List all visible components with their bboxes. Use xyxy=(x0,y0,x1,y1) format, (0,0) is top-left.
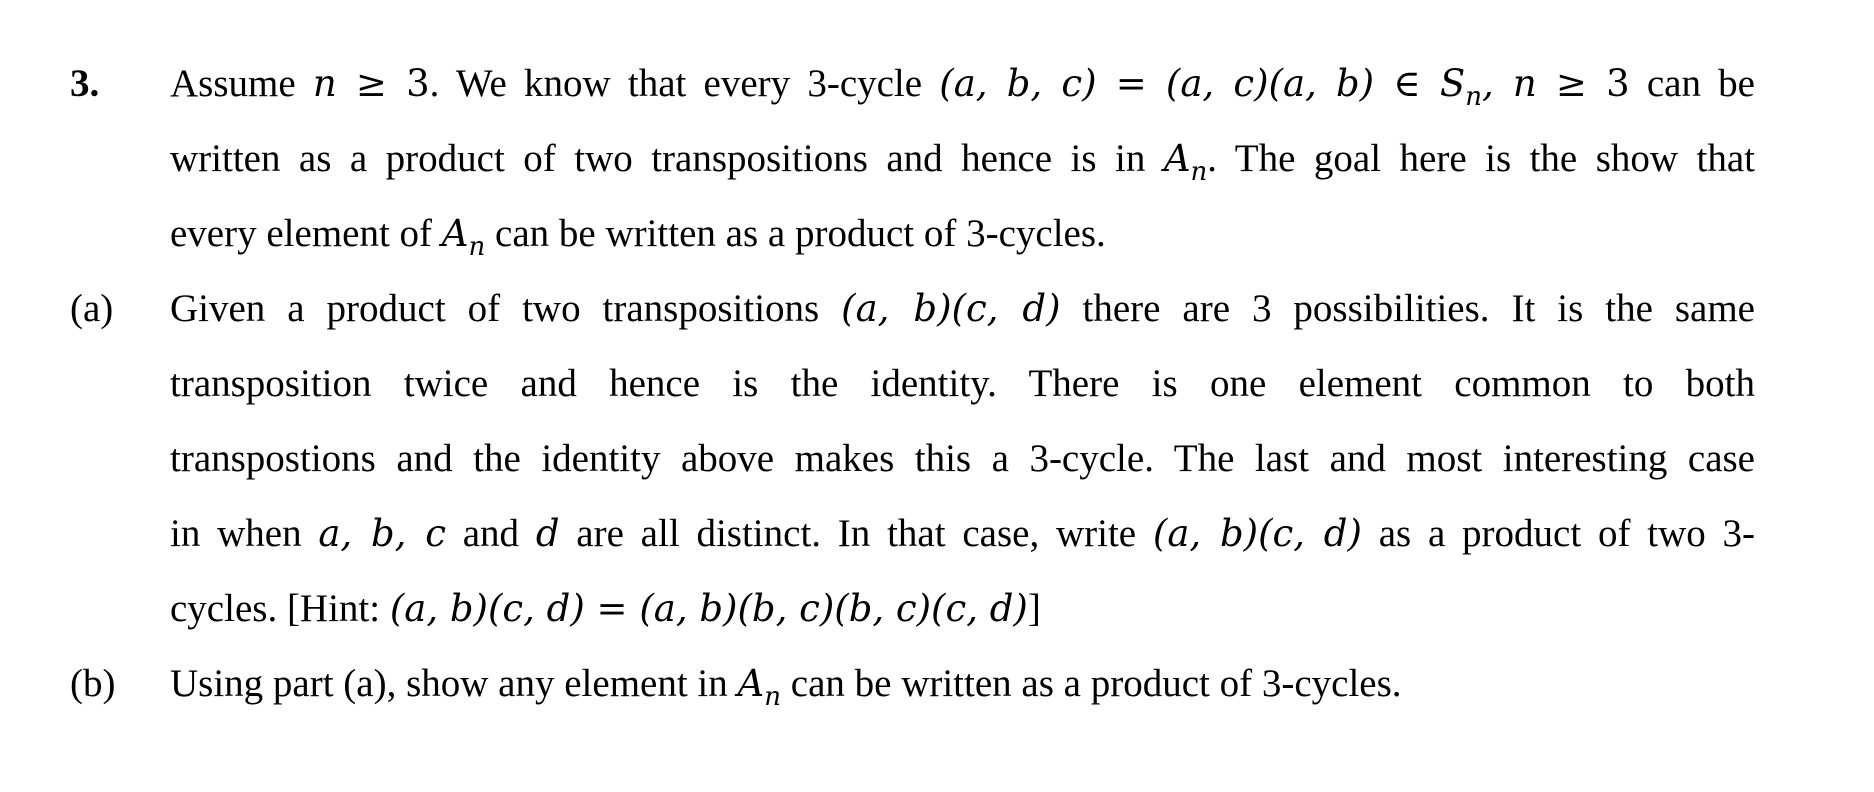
intro-line-2 xyxy=(170,134,1755,188)
math-three: 3 xyxy=(406,62,430,105)
text: . The goal here is the show that xyxy=(1207,137,1755,180)
text: are all distinct. In that case, write xyxy=(559,512,1153,555)
text: can be written as a product of 3-cycles. xyxy=(781,662,1402,705)
math-d: d xyxy=(535,512,560,555)
text: as a product of two 3- xyxy=(1361,512,1755,555)
math-three: 3 xyxy=(1606,62,1630,105)
math-alternating-group: A xyxy=(1163,137,1191,180)
part-a-line-4 xyxy=(170,509,1755,559)
text: written as a product of two transpositions and hence is in xyxy=(170,137,1164,180)
math-alternating-group: A xyxy=(441,212,469,255)
math-alternating-group: A xyxy=(737,662,765,705)
math-three-cycle: (a, b, c) = (a, c)(a, b) ∈ S xyxy=(939,62,1466,105)
math-subscript: n xyxy=(1190,157,1208,187)
math-n-geq: , n ≥ xyxy=(1481,62,1607,105)
text: can be written as a product of 3-cycles. xyxy=(485,212,1106,255)
part-a-line-5 xyxy=(170,584,1755,634)
part-b-label: (b) xyxy=(70,662,116,705)
math-subscript: n xyxy=(468,232,486,262)
part-b-line-1 xyxy=(170,659,1755,713)
intro-line-3 xyxy=(170,209,1755,263)
math-subscript: n xyxy=(1465,82,1482,112)
text: ] xyxy=(1027,587,1041,630)
text: in when xyxy=(170,512,319,555)
text: and xyxy=(445,512,536,555)
text: there are 3 possibilities. It is the same xyxy=(1060,287,1755,330)
text: Using part (a), show any element in xyxy=(170,662,738,705)
part-a-label: (a) xyxy=(70,287,114,330)
text: . We know that every 3-cycle xyxy=(429,62,940,105)
math-subscript: n xyxy=(764,682,782,712)
text: cycles. [Hint: xyxy=(170,587,390,630)
math-product-transpositions: (a, b)(c, d) xyxy=(841,287,1061,330)
part-a-line-1 xyxy=(170,284,1755,334)
text: Given a product of two transpositions xyxy=(170,287,842,330)
math-product-transpositions: (a, b)(c, d) xyxy=(1152,512,1362,555)
problem-number: 3. xyxy=(70,62,100,105)
part-a-line-2: transposition twice and hence is the identity. There is one element common to both xyxy=(170,362,1755,405)
part-a-line-3: transpostions and the identity above makes this a 3-cycle. The last and most interesting case xyxy=(170,437,1755,480)
text: can be xyxy=(1629,62,1755,105)
text: every element of xyxy=(170,212,442,255)
text: Assume xyxy=(170,62,313,105)
math-hint-identity: (a, b)(c, d) = (a, b)(b, c)(b, c)(c, d) xyxy=(389,587,1028,630)
math-abc: a, b, c xyxy=(318,512,446,555)
math-n-geq: n ≥ xyxy=(312,62,407,105)
intro-line-1 xyxy=(170,59,1755,113)
